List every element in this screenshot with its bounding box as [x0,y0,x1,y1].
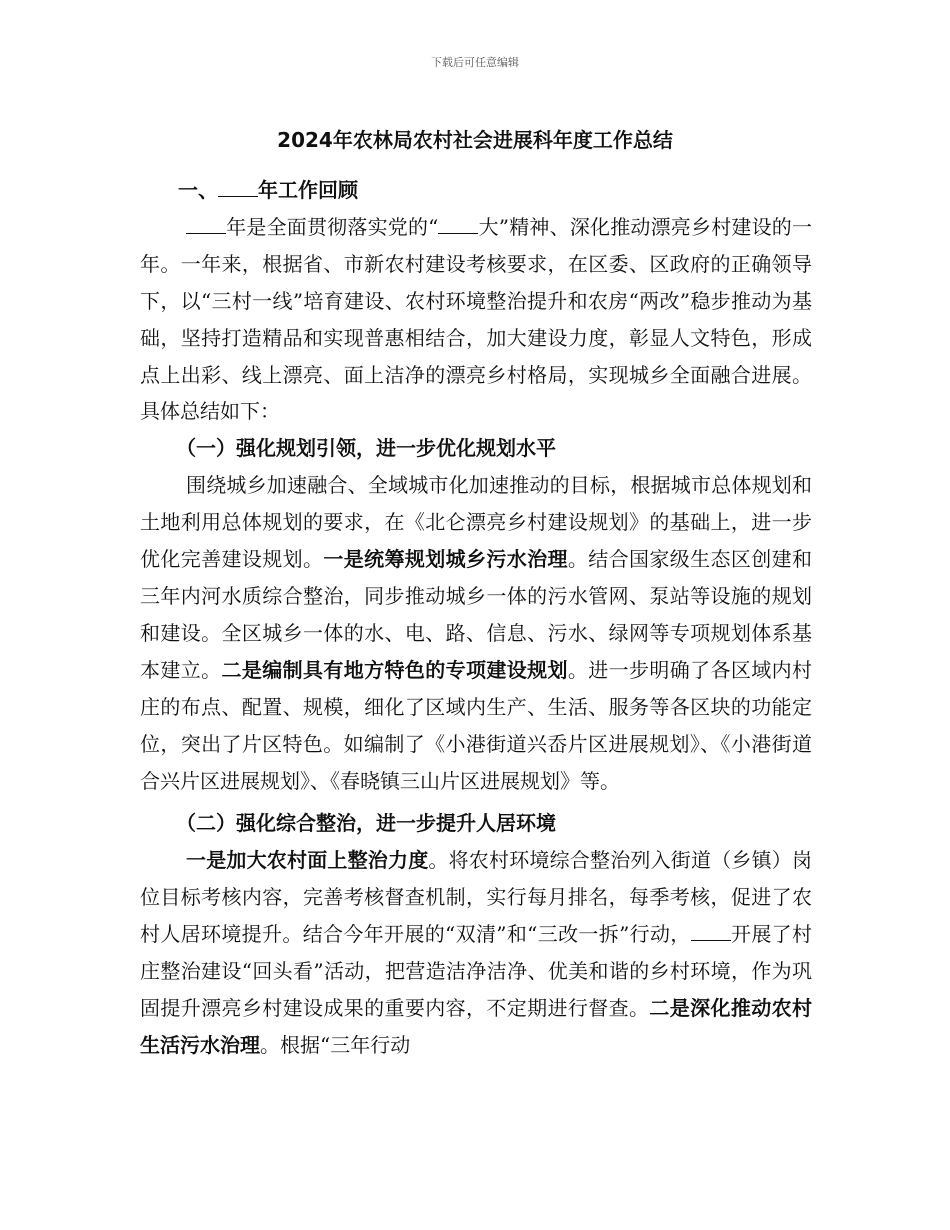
blank-underline [186,215,226,234]
sub2-text-2: 开展了村庄整治建设“回头看”活动，把营造洁净洁净、优美和谐的乡村环境，作为巩固提升漂亮乡村建设成果的重要内容，不定期进行督查。 [140,922,813,1020]
document-body [140,172,812,1064]
intro-paragraph [140,209,812,430]
section-heading [140,172,812,209]
sub1-text-3: 。进一步明确了各区域内村庄的布点、配置、规模，细化了区域内生产、生活、服务等各区块的功能定位，突出了片区特色。如编制了《小港街道兴岙片区进展规划》、《小港街道合兴片区进展规划》、《春晓镇三山片区进展规划》等。 [140,657,812,793]
sub1-bold-2: 二是编制具有地方特色的专项建设规划 [221,657,568,682]
blank-underline [438,215,478,234]
sub2-bold-1: 一是加大农村面上整治力度 [186,848,429,873]
subsection-heading-2: （二）强化综合整治，进一步提升人居环境 [176,811,556,836]
section-heading-text: 年工作回顾 [258,178,358,202]
section-number: 一、 [178,178,218,202]
sub1-text-1: 围绕城乡加速融合、全域城市化加速推动的目标，根据城市总体规划和土地利用总体规划的要求，在《北仑漂亮乡村建设规划》的基础上，进一步优化完善建设规划。 [140,473,812,572]
sub2-text-3: 。根据“三年行动 [260,1032,411,1057]
intro-text-1: 年是全面贯彻落实党的“ [226,214,439,239]
page-header-note: 下载后可任意编辑 [431,56,519,69]
intro-text-2: 大”精神、深化推动漂亮乡村建设的一年。一年来，根据省、市新农村建设考核要求，在区委、区政府的正确领导下，以“三村一线”培育建设、农村环境整治提升和农房“两改”稳步推动为基础，坚持打造精品和实现普惠相结合，加大建设力度，彰显人文特色，形成点上出彩、线上漂亮、面上洁净的漂亮乡村格局，实现城乡全面融合进展。具体总结如下： [140,214,812,424]
document-title: 2024年农林局农村社会进展科年度工作总结 [277,128,673,152]
subsection-heading-1: （一）强化规划引领，进一步优化规划水平 [176,436,556,461]
sub1-bold-1: 一是统筹规划城乡污水治理 [323,547,568,572]
blank-underline [691,922,731,941]
subsection-2-paragraph [140,842,812,1063]
sub2-text-1: 。将农村环境综合整治列入街道（乡镇）岗位目标考核内容，完善考核督查机制，实行每月排名，每季考核，促进了农村人居环境提升。结合今年开展的“双清”和“三改一拆”行动， [140,848,813,947]
sub2-bold-2: 二是深化推动农村生活污水治理 [140,995,812,1057]
sub1-text-2: 。结合国家级生态区创建和三年内河水质综合整治，同步推动城乡一体的污水管网、泵站等设施的规划和建设。全区城乡一体的水、电、路、信息、污水、绿网等专项规划体系基本建立。 [140,547,812,682]
subsection-1-paragraph [140,467,812,799]
blank-underline [218,178,258,197]
